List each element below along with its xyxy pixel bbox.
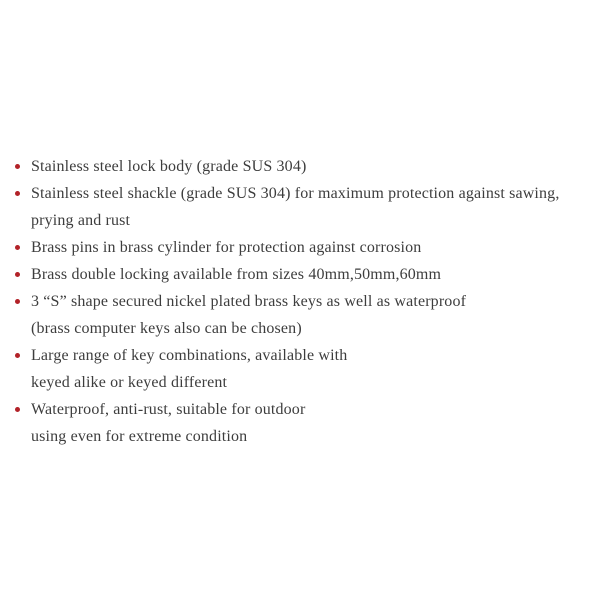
feature-text: Stainless steel lock body (grade SUS 304) — [31, 158, 307, 175]
feature-text: Stainless steel shackle (grade SUS 304) for maximum protection against sawing, — [31, 185, 560, 202]
bullet-icon — [15, 299, 20, 304]
list-item — [14, 153, 592, 180]
feature-text-continuation: keyed alike or keyed different — [31, 374, 228, 391]
feature-text-continuation: (brass computer keys also can be chosen) — [31, 320, 302, 337]
feature-text-continuation: using even for extreme condition — [31, 428, 248, 445]
bullet-icon — [15, 407, 20, 412]
list-item — [14, 261, 592, 288]
feature-lines — [31, 234, 592, 261]
list-item — [14, 396, 592, 450]
list-item — [14, 234, 592, 261]
list-item — [14, 288, 592, 342]
feature-lines — [31, 396, 592, 450]
feature-text: Waterproof, anti-rust, suitable for outdoor — [31, 401, 306, 418]
feature-text: Brass double locking available from sizes 40mm,50mm,60mm — [31, 266, 442, 283]
feature-text: Large range of key combinations, available with — [31, 347, 348, 364]
bullet-icon — [15, 353, 20, 358]
bullet-icon — [15, 164, 20, 169]
feature-lines — [31, 288, 592, 342]
list-item — [14, 342, 592, 396]
bullet-icon — [15, 245, 20, 250]
feature-text-continuation: prying and rust — [31, 212, 131, 229]
feature-lines — [31, 342, 592, 396]
bullet-icon — [15, 191, 20, 196]
feature-text: Brass pins in brass cylinder for protection against corrosion — [31, 239, 422, 256]
feature-lines — [31, 180, 592, 234]
feature-lines — [31, 261, 592, 288]
list-item — [14, 180, 592, 234]
feature-lines — [31, 153, 592, 180]
bullet-icon — [15, 272, 20, 277]
feature-text: 3 “S” shape secured nickel plated brass keys as well as waterproof — [31, 293, 467, 310]
